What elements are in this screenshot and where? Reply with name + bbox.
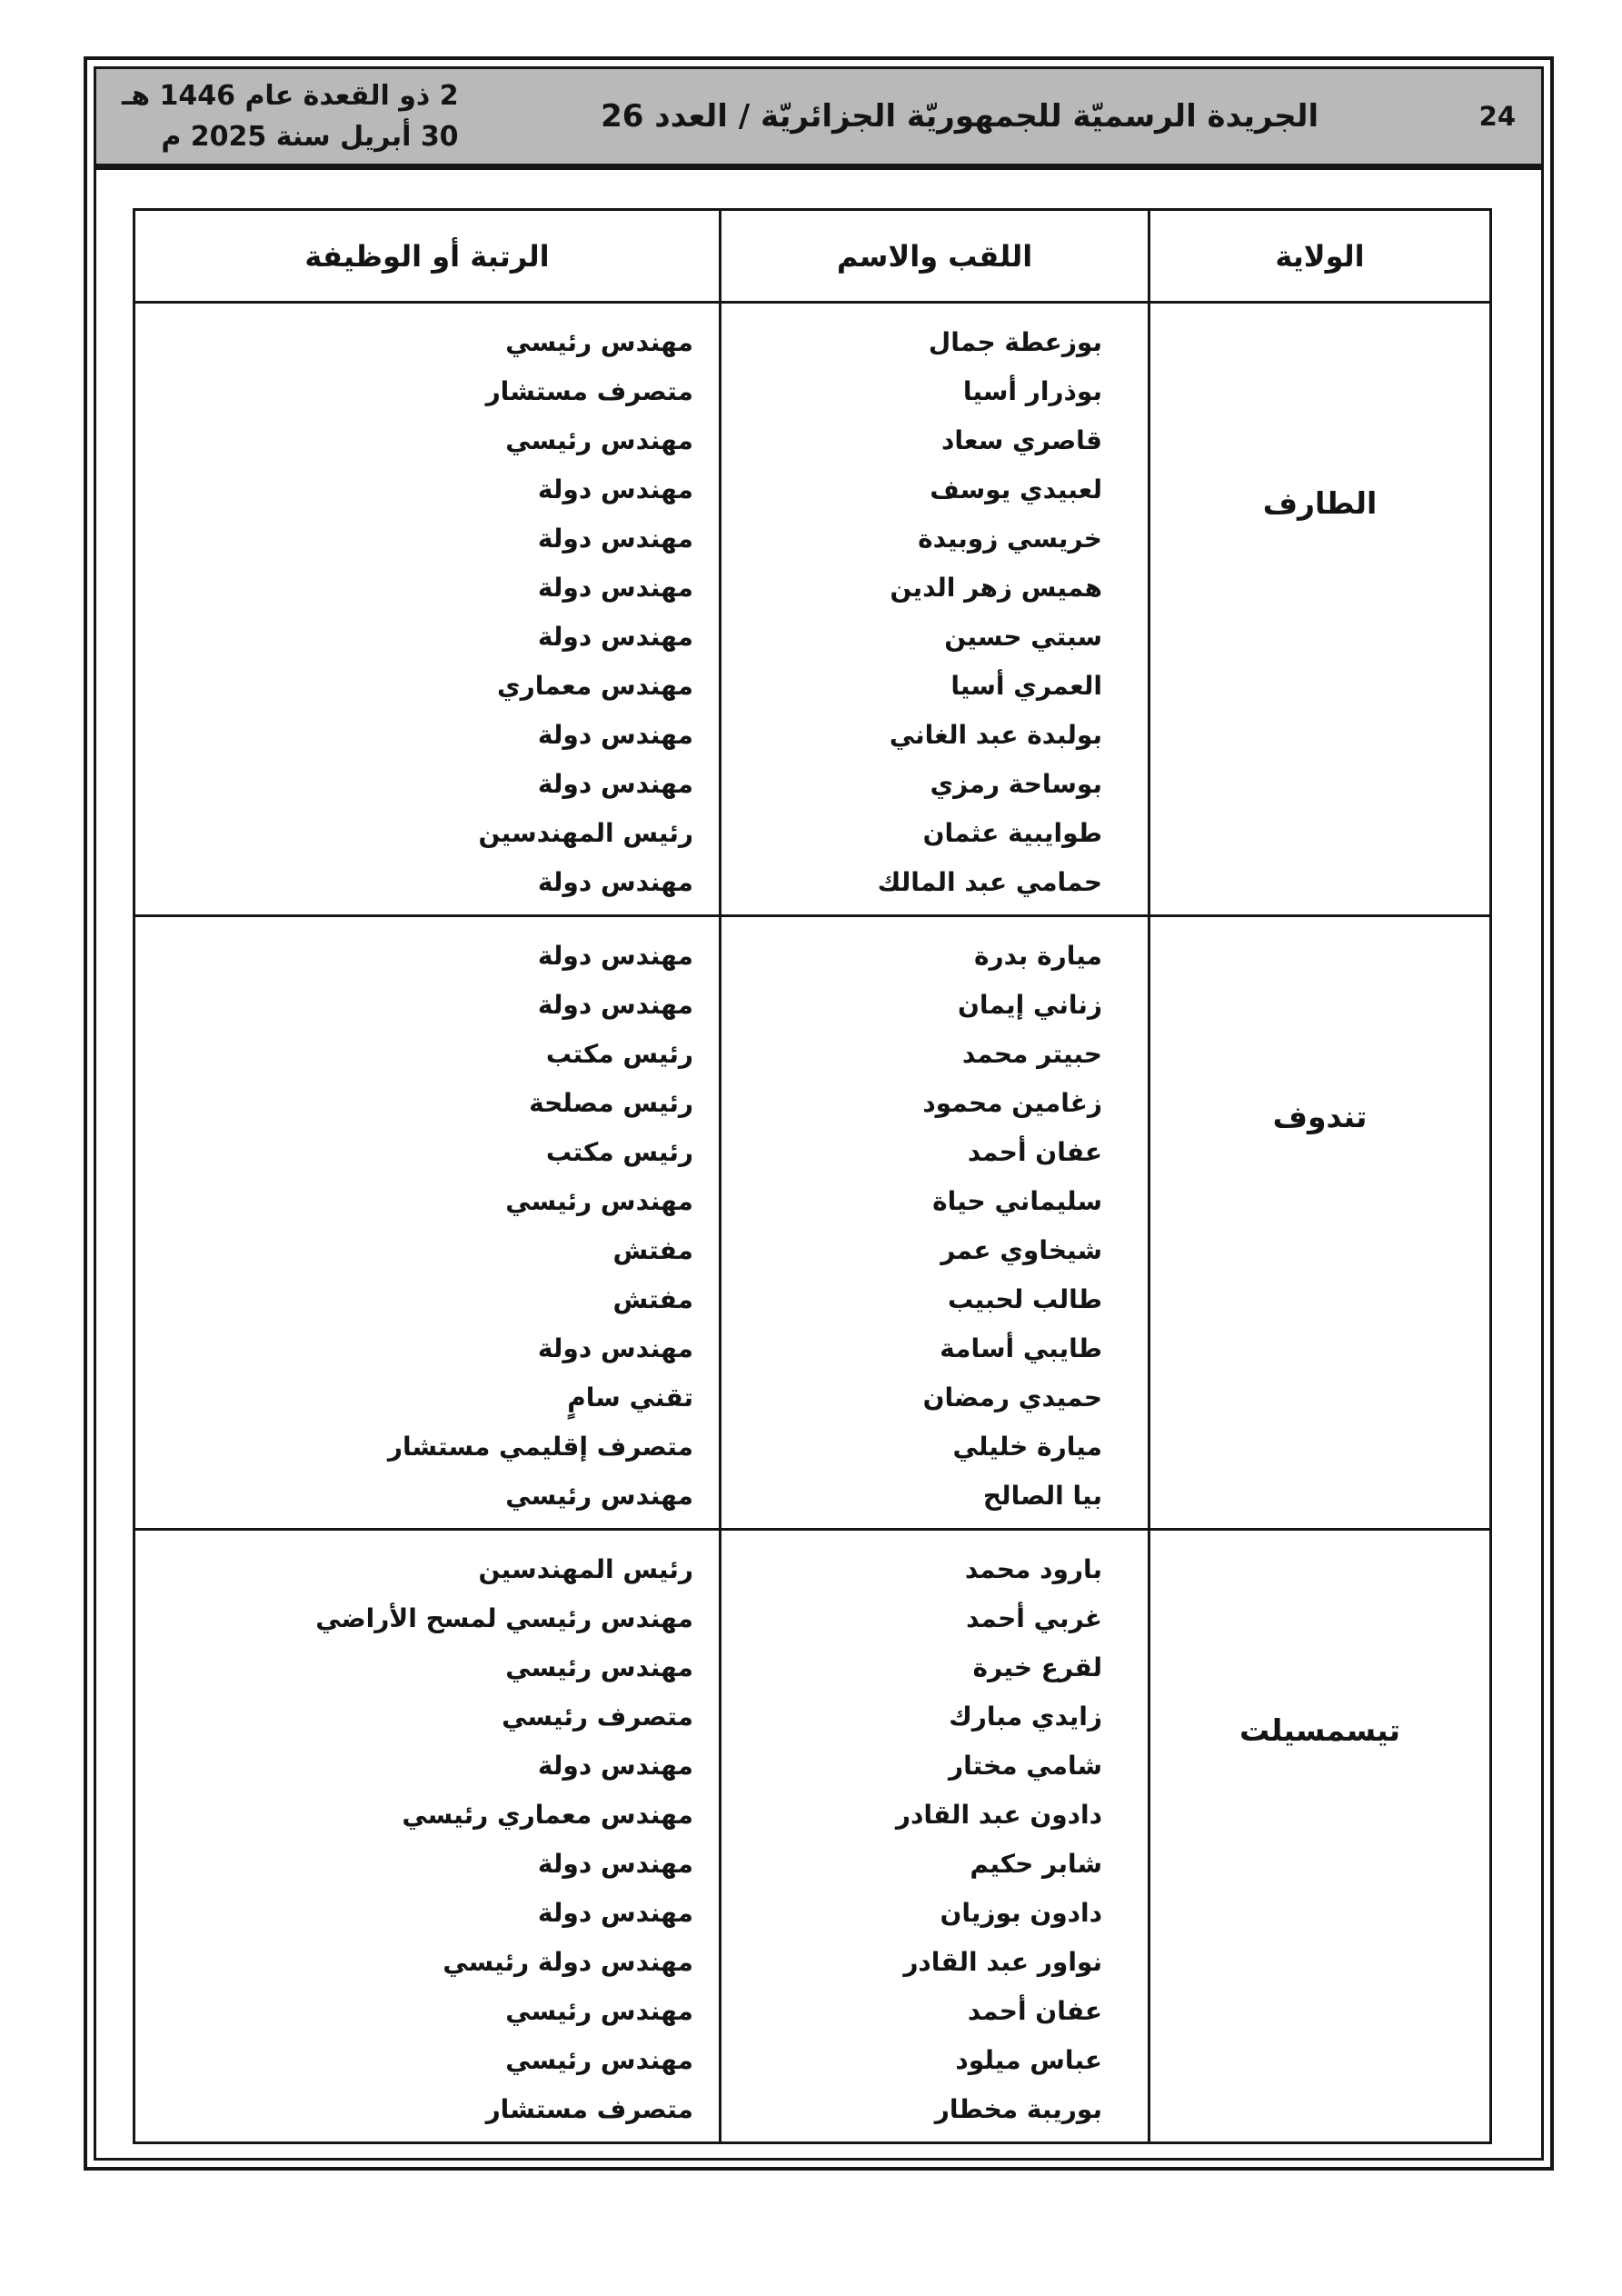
ranks-cell — [134, 916, 721, 1530]
name-line: حمامي عبد المالك — [877, 867, 1102, 897]
rank-line: مهندس رئيسي لمسح الأراضي — [315, 1603, 693, 1633]
date-gregorian: 30 أبريل سنة 2025 م — [161, 121, 459, 153]
rank-line: مهندس دولة — [537, 1849, 693, 1879]
journal-title: الجريدة الرسميّة للجمهوريّة الجزائريّة / العدد 26 — [601, 98, 1319, 135]
rank-line: رئيس مكتب — [545, 1039, 693, 1069]
rank-line: مهندس معماري رئيسي — [402, 1800, 693, 1830]
rank-line: مهندس دولة — [537, 769, 693, 799]
rank-line: مهندس دولة — [537, 1333, 693, 1363]
rank-line: مهندس معماري — [496, 671, 693, 701]
table-header-row — [134, 210, 1491, 303]
name-line: بوساحة رمزي — [930, 769, 1102, 799]
rank-line: مهندس دولة — [537, 622, 693, 652]
rank-line: تقني سامٍ — [567, 1383, 693, 1413]
appointments-table — [133, 208, 1492, 2144]
rank-line: مهندس رئيسي — [505, 425, 693, 455]
name-line: بوذرار أسيا — [962, 376, 1102, 406]
name-line: حبيتر محمد — [961, 1039, 1102, 1069]
rank-line: مهندس دولة — [537, 573, 693, 603]
wilaya-group-row — [134, 1530, 1491, 2143]
name-line: قاصري سعاد — [941, 425, 1102, 455]
name-line: غربي أحمد — [966, 1603, 1102, 1633]
name-line: دادون بوزيان — [940, 1898, 1102, 1928]
wilaya-label: تندوف — [1272, 1099, 1368, 1134]
name-line: زايدي مبارك — [949, 1702, 1102, 1732]
rank-line: مهندس دولة — [537, 720, 693, 750]
rank-line: مهندس دولة — [537, 867, 693, 897]
wilaya-label: تيسمسيلت — [1239, 1712, 1401, 1748]
name-line: بارود محمد — [964, 1554, 1102, 1584]
rank-line: مهندس دولة — [537, 1751, 693, 1781]
names-cell — [721, 303, 1149, 916]
rank-line: متصرف مستشار — [485, 2094, 693, 2124]
rank-line: متصرف رئيسي — [502, 1702, 693, 1732]
rank-line: مهندس رئيسي — [505, 1186, 693, 1216]
name-line: حميدي رمضان — [922, 1383, 1102, 1413]
rank-line: مهندس دولة — [537, 474, 693, 504]
name-line: العمري أسيا — [950, 671, 1102, 701]
wilaya-cell — [1149, 916, 1491, 1530]
name-line: بولبدة عبد الغاني — [889, 720, 1102, 750]
wilaya-cell — [1149, 303, 1491, 916]
name-line: شامي مختار — [948, 1751, 1102, 1781]
name-line: لقرع خيرة — [972, 1652, 1102, 1682]
name-line: عباس ميلود — [955, 2045, 1102, 2075]
ranks-cell — [134, 1530, 721, 2143]
name-line: طالب لحبيب — [948, 1284, 1102, 1314]
wilaya-group-row — [134, 916, 1491, 1530]
rank-line: مهندس دولة — [537, 990, 693, 1020]
rank-line: مهندس رئيسي — [505, 1996, 693, 2026]
name-line: عفان أحمد — [967, 1996, 1102, 2026]
col-header-rank: الرتبة أو الوظيفة — [134, 210, 721, 303]
col-header-wilaya: الولاية — [1149, 210, 1491, 303]
rank-line: مهندس دولة — [537, 524, 693, 554]
name-line: شيخاوي عمر — [940, 1235, 1102, 1265]
rank-line: رئيس المهندسين — [478, 818, 693, 848]
name-line: بوريبة مخطار — [934, 2094, 1102, 2124]
date-hijri: 2 ذو القعدة عام 1446 هـ — [122, 80, 459, 112]
names-cell — [721, 1530, 1149, 2143]
name-line: بيا الصالح — [982, 1481, 1102, 1511]
page-header — [96, 69, 1541, 170]
name-line: شابر حكيم — [970, 1849, 1102, 1879]
rank-line: متصرف مستشار — [485, 376, 693, 406]
rank-line: متصرف إقليمي مستشار — [387, 1432, 693, 1462]
name-line: نواور عبد القادر — [903, 1947, 1102, 1977]
rank-line: رئيس مكتب — [545, 1137, 693, 1167]
wilaya-cell — [1149, 1530, 1491, 2143]
rank-line: مهندس دولة رئيسي — [443, 1947, 693, 1977]
name-line: ميارة خليلي — [952, 1432, 1102, 1462]
name-line: طايبي أسامة — [940, 1333, 1102, 1363]
name-line: بوزعطة جمال — [928, 327, 1102, 357]
name-line: طوايبية عثمان — [922, 818, 1102, 848]
rank-line: مهندس رئيسي — [505, 1652, 693, 1682]
name-line: زناني إيمان — [957, 990, 1102, 1020]
rank-line: رئيس المهندسين — [478, 1554, 693, 1584]
name-line: سليماني حياة — [932, 1186, 1102, 1216]
col-header-name: اللقب والاسم — [721, 210, 1149, 303]
page-frame-inner — [94, 66, 1544, 2161]
wilaya-group-row — [134, 303, 1491, 916]
rank-line: رئيس مصلحة — [529, 1088, 693, 1118]
name-line: هميس زهر الدين — [890, 573, 1102, 603]
name-line: خريسي زوبيدة — [918, 524, 1102, 554]
page-number: 24 — [1478, 101, 1516, 132]
rank-line: مهندس رئيسي — [505, 1481, 693, 1511]
rank-line: مهندس رئيسي — [505, 2045, 693, 2075]
header-dates — [122, 75, 459, 157]
name-line: عفان أحمد — [967, 1137, 1102, 1167]
names-cell — [721, 916, 1149, 1530]
name-line: سبتي حسين — [944, 622, 1102, 652]
rank-line: مفتش — [612, 1235, 693, 1265]
name-line: زغامين محمود — [922, 1088, 1102, 1118]
rank-line: مهندس رئيسي — [505, 327, 693, 357]
wilaya-label: الطارف — [1262, 485, 1378, 521]
rank-line: مهندس دولة — [537, 941, 693, 971]
name-line: ميارة بدرة — [973, 941, 1102, 971]
rank-line: مهندس دولة — [537, 1898, 693, 1928]
name-line: دادون عبد القادر — [895, 1800, 1102, 1830]
page-frame — [84, 56, 1554, 2171]
rank-line: مفتش — [612, 1284, 693, 1314]
ranks-cell — [134, 303, 721, 916]
name-line: لعبيدي يوسف — [930, 474, 1102, 504]
